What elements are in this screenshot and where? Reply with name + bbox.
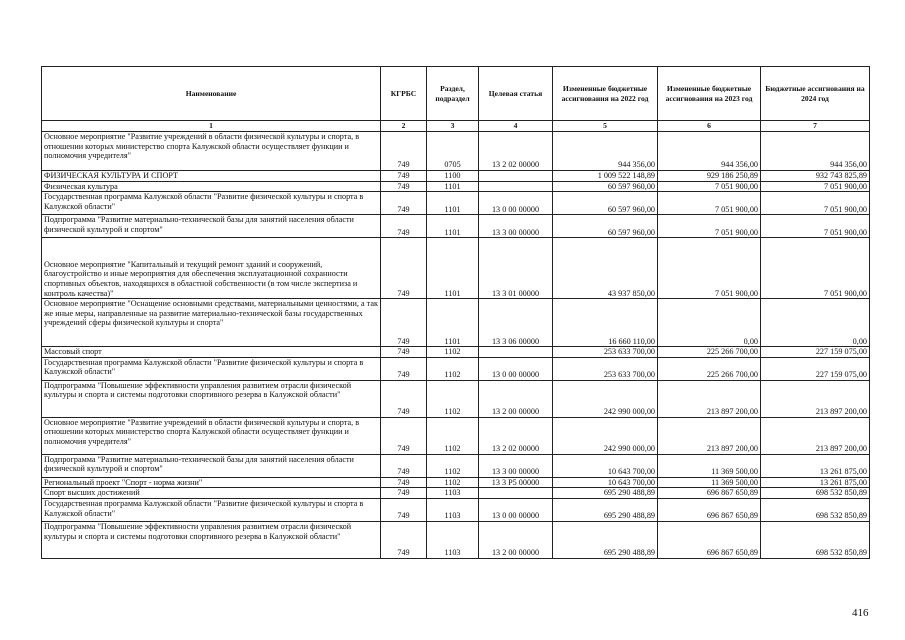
column-number: 5 (553, 121, 658, 132)
table-row (42, 347, 870, 358)
row-2022: 695 290 488,89 (553, 521, 658, 558)
column-number: 1 (42, 121, 381, 132)
row-target: 13 0 00 00000 (479, 192, 553, 215)
row-kgrbs: 749 (381, 498, 427, 521)
row-2023: 225 266 700,00 (658, 357, 761, 380)
row-kgrbs: 749 (381, 488, 427, 499)
row-name: Региональный проект "Спорт - норма жизни" (42, 477, 381, 488)
row-name: Основное мероприятие "Капитальный и текущий ремонт зданий и сооружений, благоустройство и иные мероприятия для обеспечения эксплуатационной сохранности спортивных объектов, находящихся в областной собственности (в том числе экспертиза и контроль качества)" (42, 238, 381, 299)
table-row (42, 192, 870, 215)
row-target: 13 3 01 00000 (479, 238, 553, 299)
row-2022: 1 009 522 148,89 (553, 171, 658, 182)
row-name: Основное мероприятие "Оснащение основными средствами, материальными ценностями, а так же иные меры, направленные на развитие материально-технической базы государственных учреждений сферы физической культуры и спорта" (42, 299, 381, 347)
row-target: 13 2 02 00000 (479, 417, 553, 454)
row-section: 1101 (427, 299, 479, 347)
row-2022: 60 597 960,00 (553, 215, 658, 238)
row-section: 1102 (427, 347, 479, 358)
table-row (42, 357, 870, 380)
row-2024: 227 159 075,00 (761, 357, 870, 380)
row-target: 13 2 02 00000 (479, 132, 553, 171)
row-2023: 0,00 (658, 299, 761, 347)
row-2023: 696 867 650,89 (658, 498, 761, 521)
row-section: 1103 (427, 498, 479, 521)
header-2022: Измененные бюджетные ассигнования на 2022 год (553, 67, 658, 121)
header-target-article: Целевая статья (479, 67, 553, 121)
row-2022: 16 660 110,00 (553, 299, 658, 347)
row-2024: 227 159 075,00 (761, 347, 870, 358)
row-2023: 7 051 900,00 (658, 215, 761, 238)
table-row (42, 454, 870, 477)
row-2022: 60 597 960,00 (553, 181, 658, 192)
table-row (42, 521, 870, 558)
row-2023: 696 867 650,89 (658, 521, 761, 558)
column-number: 7 (761, 121, 870, 132)
row-name: ФИЗИЧЕСКАЯ КУЛЬТУРА И СПОРТ (42, 171, 381, 182)
row-kgrbs: 749 (381, 181, 427, 192)
row-target: 13 3 06 00000 (479, 299, 553, 347)
row-kgrbs: 749 (381, 299, 427, 347)
row-section: 1101 (427, 181, 479, 192)
row-2024: 698 532 850,89 (761, 498, 870, 521)
row-section: 1100 (427, 171, 479, 182)
row-2024: 7 051 900,00 (761, 192, 870, 215)
row-2024: 698 532 850,89 (761, 488, 870, 499)
row-2023: 11 369 500,00 (658, 454, 761, 477)
page-number: 416 (852, 607, 869, 619)
row-target: 13 0 00 00000 (479, 498, 553, 521)
row-name: Государственная программа Калужской области "Развитие физической культуры и спорта в Калужской области" (42, 357, 381, 380)
row-2024: 13 261 875,00 (761, 477, 870, 488)
row-2024: 932 743 825,89 (761, 171, 870, 182)
row-2024: 7 051 900,00 (761, 215, 870, 238)
row-section: 0705 (427, 132, 479, 171)
row-section: 1102 (427, 357, 479, 380)
row-2024: 13 261 875,00 (761, 454, 870, 477)
row-kgrbs: 749 (381, 454, 427, 477)
row-2024: 213 897 200,00 (761, 380, 870, 417)
table-row (42, 498, 870, 521)
table-row (42, 299, 870, 347)
row-kgrbs: 749 (381, 215, 427, 238)
table-row (42, 215, 870, 238)
row-2022: 43 937 850,00 (553, 238, 658, 299)
row-2023: 11 369 500,00 (658, 477, 761, 488)
row-kgrbs: 749 (381, 477, 427, 488)
row-name: Массовый спорт (42, 347, 381, 358)
table-row (42, 477, 870, 488)
row-2023: 7 051 900,00 (658, 192, 761, 215)
row-kgrbs: 749 (381, 132, 427, 171)
row-2024: 698 532 850,89 (761, 521, 870, 558)
column-number: 6 (658, 121, 761, 132)
row-name: Подпрограмма "Развитие материально-технической базы для занятий населения области физической культурой и спортом" (42, 454, 381, 477)
row-2023: 225 266 700,00 (658, 347, 761, 358)
row-section: 1101 (427, 192, 479, 215)
row-2024: 7 051 900,00 (761, 238, 870, 299)
row-2022: 695 290 488,89 (553, 498, 658, 521)
row-name: Государственная программа Калужской области "Развитие физической культуры и спорта в Калужской области" (42, 498, 381, 521)
row-2023: 7 051 900,00 (658, 181, 761, 192)
row-2022: 695 290 488,89 (553, 488, 658, 499)
row-2023: 929 186 250,89 (658, 171, 761, 182)
row-target: 13 0 00 00000 (479, 357, 553, 380)
header-2024: Бюджетные ассигнования на 2024 год (761, 67, 870, 121)
table-row (42, 132, 870, 171)
row-2023: 944 356,00 (658, 132, 761, 171)
row-kgrbs: 749 (381, 171, 427, 182)
row-2022: 10 643 700,00 (553, 454, 658, 477)
column-number-row (42, 121, 870, 132)
row-2023: 696 867 650,89 (658, 488, 761, 499)
table-row (42, 488, 870, 499)
column-number: 4 (479, 121, 553, 132)
row-target (479, 181, 553, 192)
row-section: 1101 (427, 215, 479, 238)
row-kgrbs: 749 (381, 238, 427, 299)
row-section: 1103 (427, 488, 479, 499)
row-name: Подпрограмма "Развитие материально-технической базы для занятий населения области физической культурой и спортом" (42, 215, 381, 238)
row-2023: 213 897 200,00 (658, 380, 761, 417)
table-row (42, 417, 870, 454)
column-number: 3 (427, 121, 479, 132)
row-section: 1102 (427, 454, 479, 477)
row-section: 1102 (427, 380, 479, 417)
row-target: 13 2 00 00000 (479, 380, 553, 417)
row-name: Государственная программа Калужской области "Развитие физической культуры и спорта в Калужской области" (42, 192, 381, 215)
row-section: 1103 (427, 521, 479, 558)
row-name: Подпрограмма "Повышение эффективности управления развитием отрасли физической культуры и спорта и системы подготовки спортивного резерва в Калужской области" (42, 380, 381, 417)
budget-table (41, 66, 870, 559)
row-2022: 253 633 700,00 (553, 347, 658, 358)
row-name: Основное мероприятие "Развитие учреждений в области физической культуры и спорта, в отношении которых министерство спорта Калужской области осуществляет функции и полномочия учредителя" (42, 417, 381, 454)
row-section: 1102 (427, 477, 479, 488)
row-kgrbs: 749 (381, 357, 427, 380)
row-section: 1101 (427, 238, 479, 299)
row-target: 13 3 00 00000 (479, 215, 553, 238)
header-section: Раздел, подраздел (427, 67, 479, 121)
row-target: 13 3 P5 00000 (479, 477, 553, 488)
row-kgrbs: 749 (381, 192, 427, 215)
table-row (42, 181, 870, 192)
row-kgrbs: 749 (381, 380, 427, 417)
row-kgrbs: 749 (381, 417, 427, 454)
row-target (479, 347, 553, 358)
row-kgrbs: 749 (381, 521, 427, 558)
row-target (479, 488, 553, 499)
table-row (42, 171, 870, 182)
row-kgrbs: 749 (381, 347, 427, 358)
row-name: Физическая культура (42, 181, 381, 192)
row-2022: 253 633 700,00 (553, 357, 658, 380)
row-target (479, 171, 553, 182)
row-name: Основное мероприятие "Развитие учреждений в области физической культуры и спорта, в отношении которых министерство спорта Калужской области осуществляет функции и полномочия учредителя" (42, 132, 381, 171)
header-row (42, 67, 870, 121)
row-target: 13 3 00 00000 (479, 454, 553, 477)
row-2023: 7 051 900,00 (658, 238, 761, 299)
table-row (42, 238, 870, 299)
row-2022: 60 597 960,00 (553, 192, 658, 215)
row-2024: 944 356,00 (761, 132, 870, 171)
table-row (42, 380, 870, 417)
row-2022: 944 356,00 (553, 132, 658, 171)
row-2024: 0,00 (761, 299, 870, 347)
row-2023: 213 897 200,00 (658, 417, 761, 454)
column-number: 2 (381, 121, 427, 132)
row-2022: 242 990 000,00 (553, 380, 658, 417)
row-section: 1102 (427, 417, 479, 454)
row-2022: 10 643 700,00 (553, 477, 658, 488)
row-name: Спорт высших достижений (42, 488, 381, 499)
row-target: 13 2 00 00000 (479, 521, 553, 558)
row-2024: 213 897 200,00 (761, 417, 870, 454)
header-kgrbs: КГРБС (381, 67, 427, 121)
row-2024: 7 051 900,00 (761, 181, 870, 192)
row-2022: 242 990 000,00 (553, 417, 658, 454)
header-name: Наименование (42, 67, 381, 121)
header-2023: Измененные бюджетные ассигнования на 2023 год (658, 67, 761, 121)
row-name: Подпрограмма "Повышение эффективности управления развитием отрасли физической культуры и спорта и системы подготовки спортивного резерва в Калужской области" (42, 521, 381, 558)
